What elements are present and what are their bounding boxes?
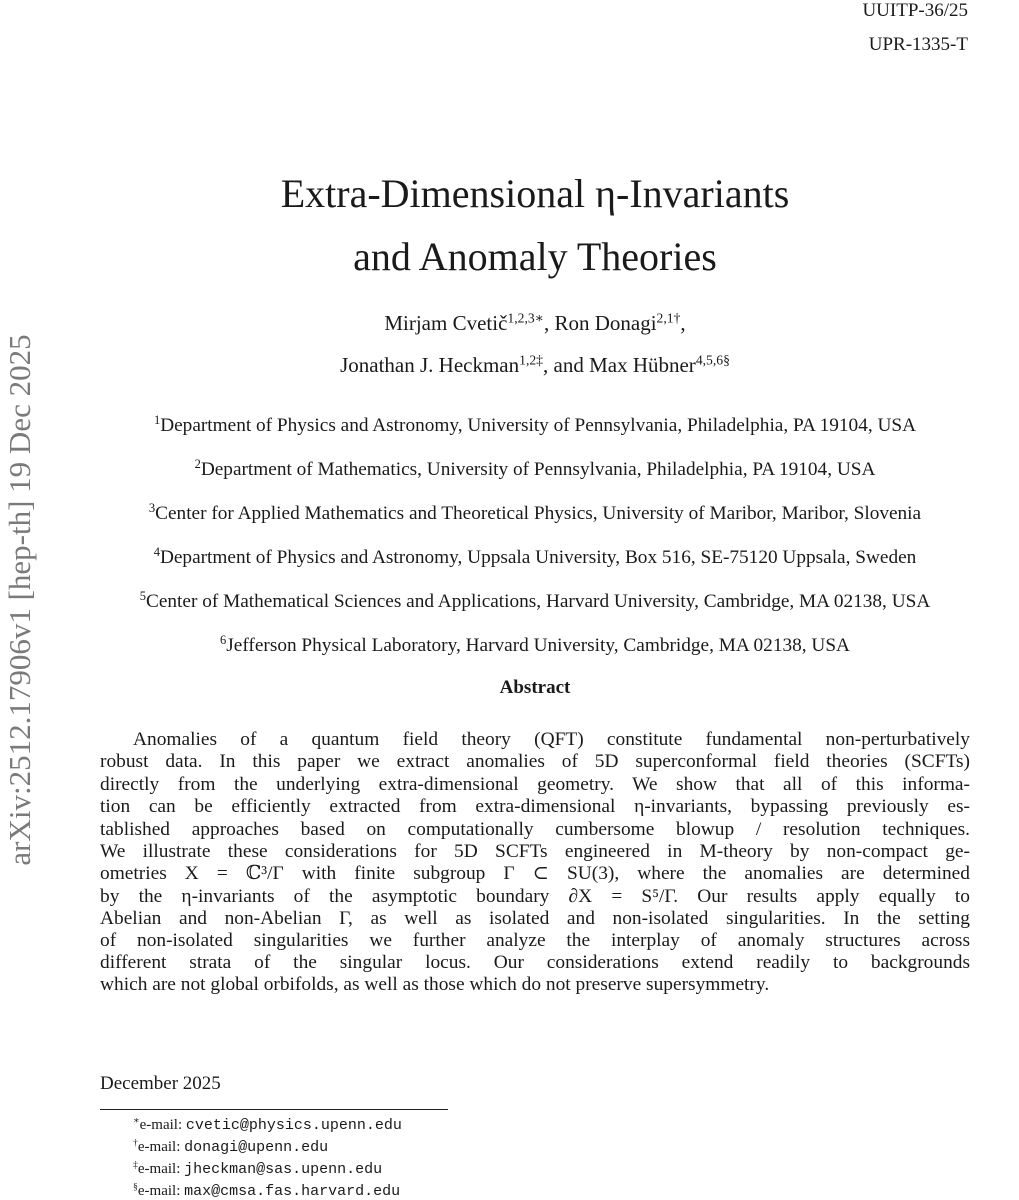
footnote-label: e-mail: [139, 1117, 186, 1133]
affiliation-text: Department of Physics and Astronomy, University of Pennsylvania, Philadelphia, PA 19104, USA [160, 415, 917, 436]
abstract-line: We illustrate these considerations for 5D SCFTs engineered in M-theory by non-compact ge- [100, 841, 970, 862]
report-number: UPR-1335-T [868, 34, 968, 55]
abstract-line: different strata of the singular locus. Our considerations extend readily to backgrounds [100, 952, 970, 973]
email-link[interactable]: donagi@upenn.edu [184, 1139, 329, 1156]
paper-title-line: and Anomaly Theories [353, 234, 717, 279]
affiliation [0, 503, 1019, 525]
separator: , [680, 311, 686, 335]
abstract-line: ometries X = ℂ³/Γ with finite subgroup Γ ⊂ SU(3), where the anomalies are determined [100, 863, 970, 884]
abstract-line: tion can be efficiently extracted from extra-dimensional η-invariants, bypassing previously es- [100, 796, 970, 817]
affiliation-number: 6 [220, 633, 227, 648]
abstract-heading: Abstract [499, 677, 571, 698]
paper-title-line: Extra-Dimensional η-Invariants [280, 171, 790, 216]
affiliation [0, 415, 1019, 437]
arxiv-stamp: arXiv:2512.17906v1 [hep-th] 19 Dec 2025 [2, 334, 37, 866]
footnote-label: e-mail: [137, 1161, 185, 1177]
abstract-line: Abelian and non-Abelian Γ, as well as isolated and non-isolated singularities. In the setting [100, 908, 970, 929]
affiliation [0, 547, 1019, 569]
abstract-line: robust data. In this paper we extract anomalies of 5D superconformal field theories (SCFTs) [100, 751, 970, 772]
author-affil-marks: 1,2‡ [519, 352, 543, 368]
report-number: UUITP-36/25 [862, 0, 968, 21]
affiliation-text: Jefferson Physical Laboratory, Harvard University, Cambridge, MA 02138, USA [226, 635, 850, 656]
affiliation [0, 591, 1019, 613]
footnote-mark: † [133, 1137, 138, 1149]
affiliation [0, 459, 1019, 481]
affiliation-number: 3 [148, 501, 156, 516]
footnote [133, 1117, 402, 1134]
author-line [0, 353, 1019, 378]
footnote-mark: ‡ [133, 1159, 138, 1171]
footnote-label: e-mail: [137, 1183, 185, 1199]
separator: , [543, 311, 555, 335]
affiliation-text: Center of Mathematical Sciences and Applications, Harvard University, Cambridge, MA 02138, USA [145, 591, 931, 612]
abstract-line: Anomalies of a quantum field theory (QFT) constitute fundamental non-perturbatively [133, 729, 970, 750]
affiliation-text: Department of Physics and Astronomy, Uppsala University, Box 516, SE-75120 Uppsala, Sweden [159, 547, 917, 568]
abstract-line: of non-isolated singularities we further analyze the interplay of anomaly structures across [100, 930, 970, 951]
footnote [133, 1139, 328, 1156]
footnote-label: e-mail: [137, 1139, 185, 1155]
author-line [0, 311, 1019, 336]
affiliation-text: Department of Mathematics, University of Pennsylvania, Philadelphia, PA 19104, USA [200, 459, 876, 480]
author-name: Max Hübner [589, 353, 696, 377]
author-name: Jonathan J. Heckman [340, 353, 520, 377]
author-name: Mirjam Cvetič [384, 311, 508, 335]
footnote-mark: ∗ [133, 1115, 140, 1127]
footnote [133, 1183, 400, 1200]
affiliation-number: 5 [139, 589, 146, 604]
separator: , and [543, 353, 590, 377]
email-link[interactable]: max@cmsa.fas.harvard.edu [184, 1183, 401, 1200]
author-affil-marks: 4,5,6§ [695, 352, 730, 368]
email-link[interactable]: jheckman@sas.upenn.edu [184, 1161, 383, 1178]
footnote [133, 1161, 382, 1178]
affiliation-text: Center for Applied Mathematics and Theoretical Physics, University of Maribor, Maribor, Slovenia [155, 503, 922, 524]
author-name: Ron Donagi [554, 311, 657, 335]
footnote-rule [100, 1109, 448, 1110]
paper-date: December 2025 [100, 1073, 221, 1094]
author-affil-marks: 2,1† [656, 310, 681, 326]
affiliation [0, 635, 1019, 657]
affiliation-number: 2 [194, 457, 201, 472]
affiliation-number: 4 [153, 545, 160, 560]
footnote-mark: § [133, 1181, 138, 1193]
author-affil-marks: 1,2,3∗ [507, 310, 544, 326]
abstract-line: directly from the underlying extra-dimensional geometry. We show that all of this informa- [100, 774, 970, 795]
email-link[interactable]: cvetic@physics.upenn.edu [185, 1117, 402, 1134]
abstract-line: by the η-invariants of the asymptotic boundary ∂X = S⁵/Γ. Our results apply equally to [100, 886, 970, 907]
abstract-line: which are not global orbifolds, as well as those which do not preserve supersymmetry. [100, 974, 770, 995]
affiliation-number: 1 [153, 413, 161, 428]
abstract-line: tablished approaches based on computationally cumbersome blowup / resolution techniques. [100, 819, 970, 840]
